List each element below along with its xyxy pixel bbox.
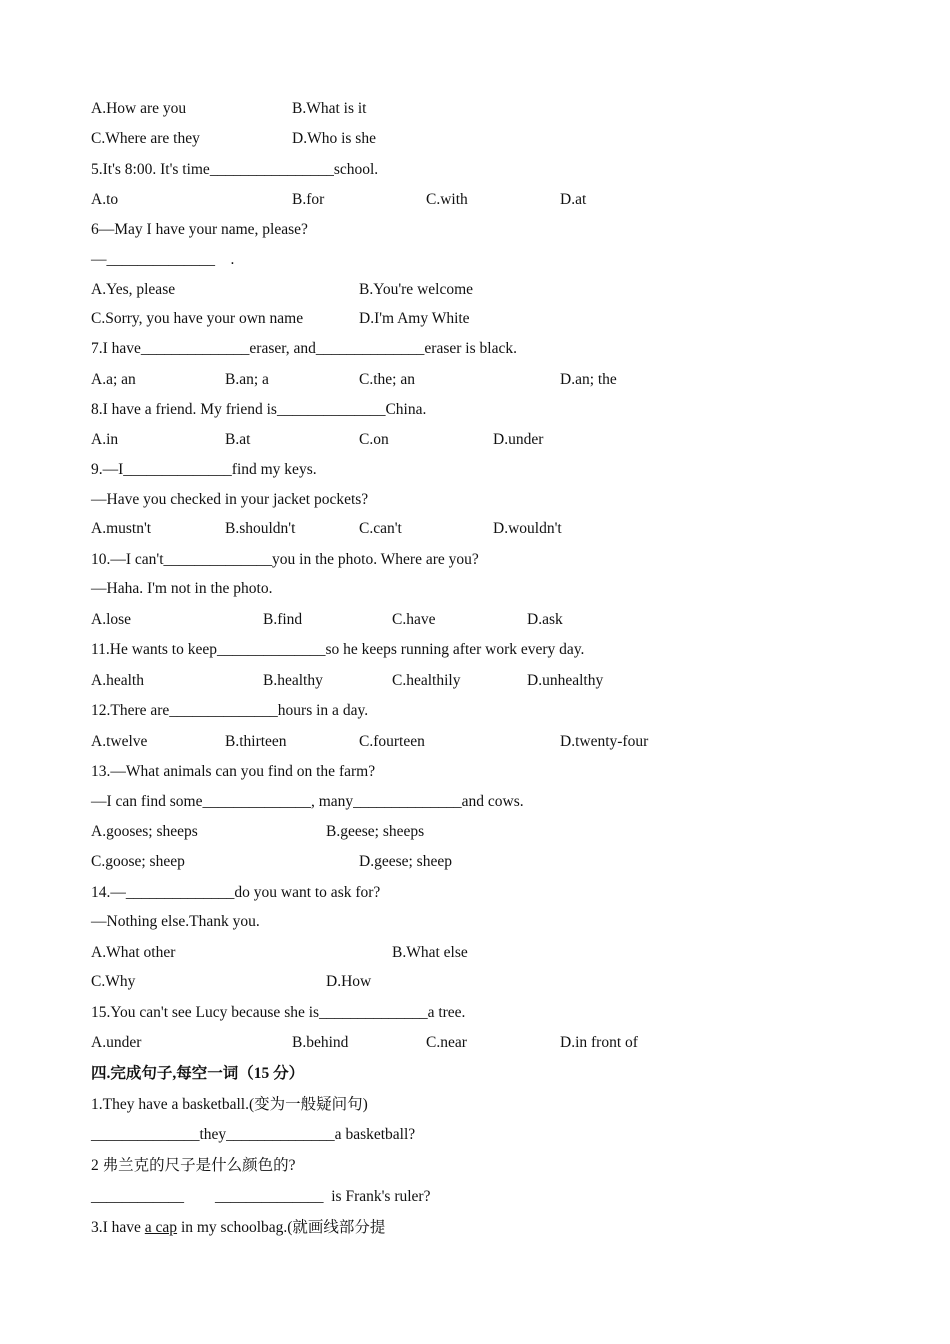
- q15-option-a: A.under: [91, 1034, 142, 1051]
- q14-option-c: C.Why: [91, 973, 136, 990]
- s2-prompt: 2 弗兰克的尺子是什么颜色的?: [91, 1157, 296, 1174]
- q10-option-c: C.have: [392, 611, 436, 628]
- q14-option-d: D.How: [326, 973, 372, 990]
- q5-option-c: C.with: [426, 191, 468, 208]
- q5-stem: 5.It's 8:00. It's time________________school.: [91, 161, 379, 178]
- s3-prompt: [91, 1218, 385, 1238]
- q6-stem: 6—May I have your name, please?: [91, 221, 308, 238]
- q11-option-b: B.healthy: [263, 672, 323, 689]
- q12-option-d: D.twenty-four: [560, 733, 649, 750]
- q15-option-c: C.near: [426, 1034, 467, 1051]
- q9-option-d: D.wouldn't: [493, 520, 562, 537]
- q9-option-a: A.mustn't: [91, 520, 152, 537]
- q14-stem: 14.—______________do you want to ask for?: [91, 884, 381, 901]
- q13-stem: 13.—What animals can you find on the farm?: [91, 763, 376, 780]
- q10-stem: 10.—I can't______________you in the photo. Where are you?: [91, 551, 479, 568]
- q7-option-c: C.the; an: [359, 371, 415, 388]
- s3-suffix: in my schoolbag.(就画线部分提: [177, 1219, 386, 1236]
- q6-option-b: B.You're welcome: [359, 281, 474, 298]
- q15-option-b: B.behind: [292, 1034, 349, 1051]
- q14-option-a: A.What other: [91, 944, 176, 961]
- q12-option-a: A.twelve: [91, 733, 148, 750]
- q10-option-a: A.lose: [91, 611, 132, 628]
- q12-option-c: C.fourteen: [359, 733, 425, 750]
- q8-option-c: C.on: [359, 431, 389, 448]
- s1-prompt: 1.They have a basketball.(变为一般疑问句): [91, 1096, 368, 1113]
- q4-option-d: D.Who is she: [292, 130, 376, 147]
- s2-answer-line: ____________ ______________ is Frank's ruler?: [91, 1188, 431, 1205]
- q13-option-c: C.goose; sheep: [91, 853, 185, 870]
- q13-option-b: B.geese; sheeps: [326, 823, 425, 840]
- q11-option-d: D.unhealthy: [527, 672, 604, 689]
- q8-stem: 8.I have a friend. My friend is______________China.: [91, 401, 427, 418]
- q4-option-b: B.What is it: [292, 100, 367, 117]
- q9-option-c: C.can't: [359, 520, 402, 537]
- q11-stem: 11.He wants to keep______________so he keeps running after work every day.: [91, 641, 585, 658]
- q8-option-b: B.at: [225, 431, 251, 448]
- q6-option-a: A.Yes, please: [91, 281, 176, 298]
- section-heading: 四.完成句子,每空一词（15 分）: [91, 1065, 305, 1082]
- q6-option-d: D.I'm Amy White: [359, 310, 470, 327]
- q13-response: —I can find some______________, many______________and cows.: [91, 793, 524, 810]
- q6-option-c: C.Sorry, you have your own name: [91, 310, 304, 327]
- q4-option-c: C.Where are they: [91, 130, 200, 147]
- q10-option-d: D.ask: [527, 611, 563, 628]
- q12-option-b: B.thirteen: [225, 733, 287, 750]
- q9-stem: 9.—I______________find my keys.: [91, 461, 317, 478]
- q11-option-c: C.healthily: [392, 672, 461, 689]
- q7-option-a: A.a; an: [91, 371, 136, 388]
- q15-option-d: D.in front of: [560, 1034, 638, 1051]
- q7-stem: 7.I have______________eraser, and______________eraser is black.: [91, 340, 517, 357]
- s1-answer-line: ______________they______________a basketball?: [91, 1126, 416, 1143]
- s3-underlined-phrase: a cap: [144, 1219, 178, 1236]
- q8-option-d: D.under: [493, 431, 544, 448]
- q5-option-a: A.to: [91, 191, 119, 208]
- q11-option-a: A.health: [91, 672, 144, 689]
- q10-option-b: B.find: [263, 611, 303, 628]
- q7-option-b: B.an; a: [225, 371, 269, 388]
- q5-option-b: B.for: [292, 191, 325, 208]
- q14-option-b: B.What else: [392, 944, 468, 961]
- s3-prefix: 3.I have: [91, 1219, 145, 1236]
- q5-option-d: D.at: [560, 191, 587, 208]
- q9-response: —Have you checked in your jacket pockets?: [91, 491, 369, 508]
- q4-option-a: A.How are you: [91, 100, 187, 117]
- q12-stem: 12.There are______________hours in a day.: [91, 702, 369, 719]
- q9-option-b: B.shouldn't: [225, 520, 296, 537]
- q8-option-a: A.in: [91, 431, 119, 448]
- q14-response: —Nothing else.Thank you.: [91, 913, 260, 930]
- q15-stem: 15.You can't see Lucy because she is______________a tree.: [91, 1004, 466, 1021]
- q10-response: —Haha. I'm not in the photo.: [91, 580, 273, 597]
- q13-option-d: D.geese; sheep: [359, 853, 452, 870]
- q7-option-d: D.an; the: [560, 371, 617, 388]
- q6-answer-line: —______________ .: [91, 251, 235, 268]
- q13-option-a: A.gooses; sheeps: [91, 823, 198, 840]
